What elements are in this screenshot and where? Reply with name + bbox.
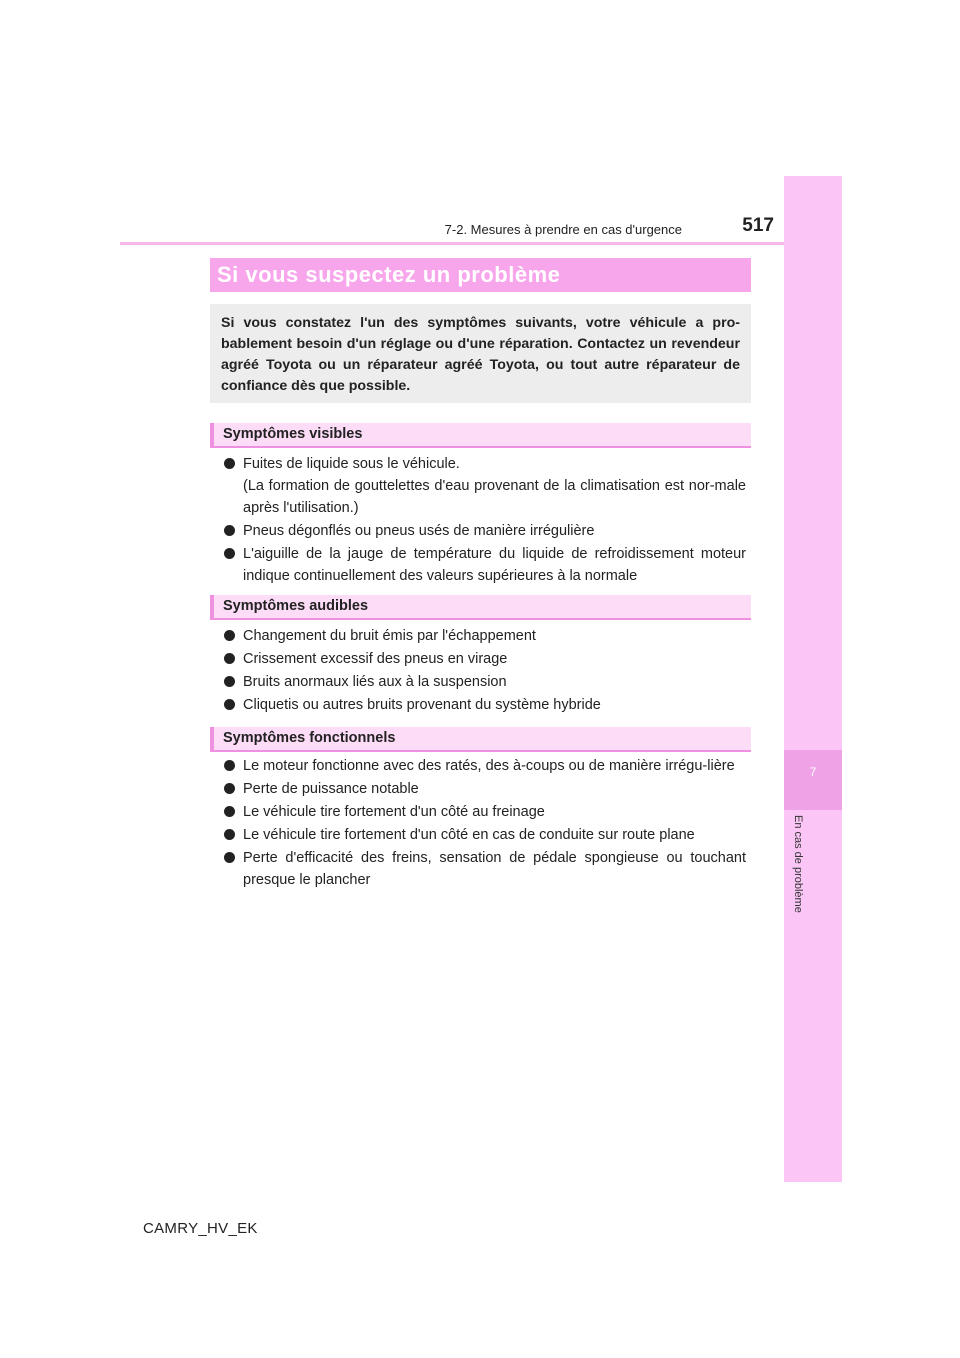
list-item: Changement du bruit émis par l'échappement <box>222 625 746 647</box>
list-item: Le véhicule tire fortement d'un côté en cas de conduite sur route plane <box>222 824 746 846</box>
list-item: Bruits anormaux liés aux à la suspension <box>222 671 746 693</box>
bullet-icon <box>224 806 235 817</box>
list-item: Le véhicule tire fortement d'un côté au freinage <box>222 801 746 823</box>
list-item: Le moteur fonctionne avec des ratés, des à-coups ou de manière irrégu-lière <box>222 755 746 777</box>
list-item-note: (La formation de gouttelettes d'eau provenant de la climatisation est nor-male après l'utilisation.) <box>243 478 746 516</box>
intro-text: Si vous constatez l'un des symptômes suivants, votre véhicule a pro-bablement besoin d'un réglage ou d'une réparation. Contactez un revendeur agréé Toyota ou un réparateur agréé Toyota, ou tout autre réparateur de confiance dès que possible. <box>221 315 740 394</box>
bullet-icon <box>224 630 235 641</box>
list-item: L'aiguille de la jauge de température du liquide de refroidissement moteur indique continuellement des valeurs supérieures à la normale <box>222 543 746 587</box>
page-title: Si vous suspectez un problème <box>210 258 751 292</box>
section-heading-audible: Symptômes audibles <box>210 595 751 620</box>
running-head: 7-2. Mesures à prendre en cas d'urgence <box>444 222 682 237</box>
footer-model-code: CAMRY_HV_EK <box>143 1220 258 1237</box>
list-item: Perte d'efficacité des freins, sensation de pédale spongieuse ou touchant presque le plancher <box>222 847 746 891</box>
bullet-icon <box>224 548 235 559</box>
chapter-number: 7 <box>784 750 842 810</box>
list-item: Crissement excessif des pneus en virage <box>222 648 746 670</box>
bullet-icon <box>224 525 235 536</box>
bullet-icon <box>224 699 235 710</box>
list-item: Cliquetis ou autres bruits provenant du système hybride <box>222 694 746 716</box>
bullet-icon <box>224 676 235 687</box>
list-item: Fuites de liquide sous le véhicule. (La formation de gouttelettes d'eau provenant de la climatisation est nor-male après l'utilisation.) <box>222 453 746 519</box>
list-audible <box>222 625 746 717</box>
section-heading-visible: Symptômes visibles <box>210 423 751 448</box>
header-rule <box>120 242 842 245</box>
bullet-icon <box>224 760 235 771</box>
bullet-icon <box>224 852 235 863</box>
chapter-side-tab <box>784 176 842 1182</box>
intro-box <box>210 304 751 403</box>
list-functional <box>222 755 746 892</box>
list-item: Perte de puissance notable <box>222 778 746 800</box>
section-heading-functional: Symptômes fonctionnels <box>210 727 751 752</box>
bullet-icon <box>224 458 235 469</box>
bullet-icon <box>224 783 235 794</box>
list-visible <box>222 453 746 588</box>
chapter-label: En cas de problème <box>792 815 804 913</box>
page-number: 517 <box>742 215 774 236</box>
bullet-icon <box>224 653 235 664</box>
bullet-icon <box>224 829 235 840</box>
list-item: Pneus dégonflés ou pneus usés de manière irrégulière <box>222 520 746 542</box>
